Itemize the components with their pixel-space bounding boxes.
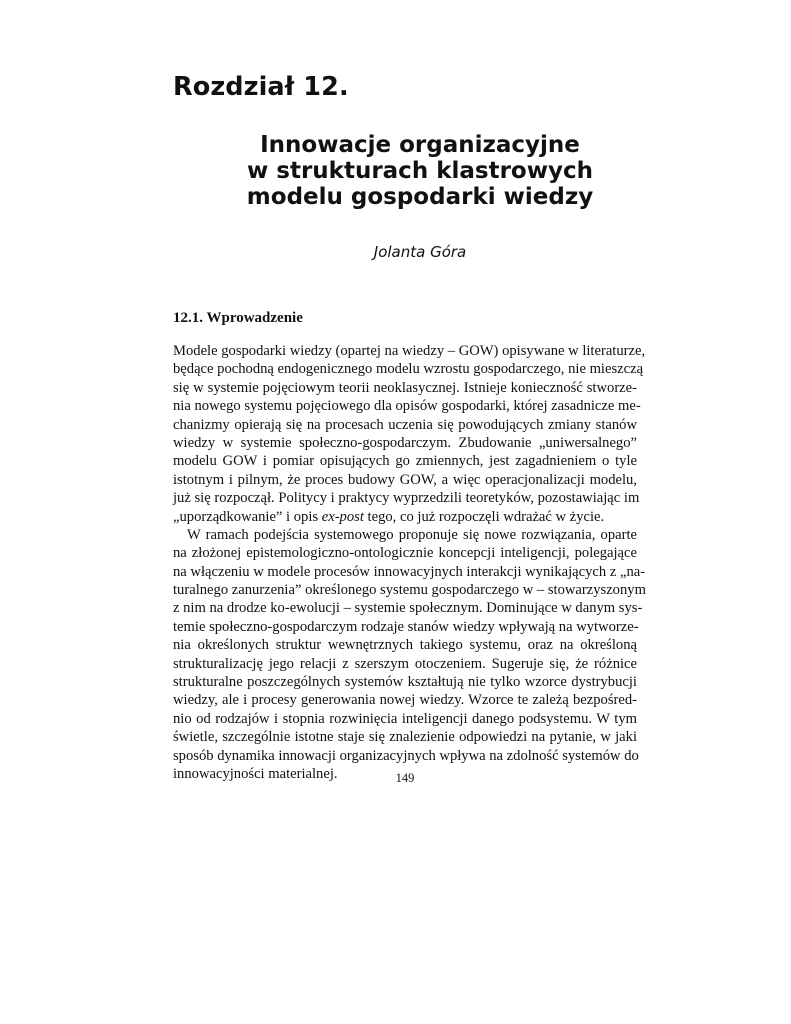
text-line: będące pochodną endogenicznego modelu wzrostu gospodarczego, nie mieszczą [173, 361, 644, 378]
text-line: istotnym i pilnym, że proces budowy GOW, a więc operacjonalizacji modelu, [173, 471, 637, 488]
text-line: już się rozpoczął. Politycy i praktycy wyprzedzili teoretyków, pozostawiając im [173, 490, 640, 507]
text-line: się w systemie pojęciowym teorii neoklasycznej. Istnieje konieczność stworze- [173, 379, 637, 396]
text-line: chanizmy opierają się na procesach uczenia się powodujących zmiany stanów [173, 416, 637, 433]
text-line: W ramach podejścia systemowego proponuje się nowe rozwiązania, oparte [187, 526, 637, 543]
text-line: wiedzy, ale i procesy generowania nowej wiedzy. Wzorce te zależą bezpośred- [173, 692, 637, 709]
body-text [173, 342, 646, 783]
text-line: temie społeczno-gospodarczym rodzaje stanów wiedzy wpływają na wytworze- [173, 618, 639, 635]
text-line: z nim na drodze ko-ewolucji – systemie społecznym. Dominujące w danym sys- [173, 600, 643, 617]
text-line: świetle, szczególnie istotne staje się znalezienie odpowiedzi na pytanie, w jaki [173, 729, 637, 746]
text-line: wiedzy w systemie społeczno-gospodarczym. Zbudowanie „uniwersalnego” [173, 434, 637, 451]
chapter-title-line: Innowacje organizacyjne [260, 132, 580, 158]
text-line: na złożonej epistemologiczno-ontologicznie koncepcji inteligencji, polegające [173, 545, 637, 562]
text-line: „uporządkowanie” i opis ex-post tego, co już rozpoczęli wdrażać w życie. [173, 508, 605, 525]
paragraph [173, 526, 646, 783]
text-line: Modele gospodarki wiedzy (opartej na wiedzy – GOW) opisywane w literaturze, [173, 343, 646, 359]
text-line: strukturalne poszczególnych systemów kształtują nie tylko wzorce dystrybucji [173, 674, 637, 691]
section-heading: 12.1. Wprowadzenie [173, 310, 303, 326]
text-line: sposób dynamika innowacji organizacyjnych wpływa na zdolność systemów do [173, 747, 639, 764]
paragraph [173, 342, 646, 526]
author-name: Jolanta Góra [373, 243, 467, 261]
text-line: innowacyjności materialnej. [173, 765, 338, 782]
text-line: na włączeniu w modele procesów innowacyjnych interakcji wynikających z „na- [173, 563, 646, 580]
text-line: nia nowego systemu pojęciowego dla opisów gospodarki, której zasadnicze me- [173, 398, 641, 415]
chapter-label: Rozdział 12. [173, 72, 349, 102]
text-line: modelu GOW i pomiar opisujących go zmiennych, jest zagadnieniem o tyle [173, 453, 637, 470]
text-line: strukturalizację jego relacji z szerszym otoczeniem. Sugeruje się, że różnice [173, 655, 637, 672]
chapter-title-line: modelu gospodarki wiedzy [246, 184, 594, 210]
chapter-title [173, 132, 667, 210]
chapter-title-line: w strukturach klastrowych [247, 158, 593, 184]
page-number: 149 [395, 771, 415, 785]
text-line: nio od rodzajów i stopnia rozwinięcia inteligencji danego podsystemu. W tym [173, 710, 637, 727]
text-line: turalnego zanurzenia” określonego systemu gospodarczego w – stowarzyszonym [173, 582, 646, 599]
text-line: nia określonych struktur wewnętrznych takiego systemu, oraz na określoną [173, 637, 637, 654]
